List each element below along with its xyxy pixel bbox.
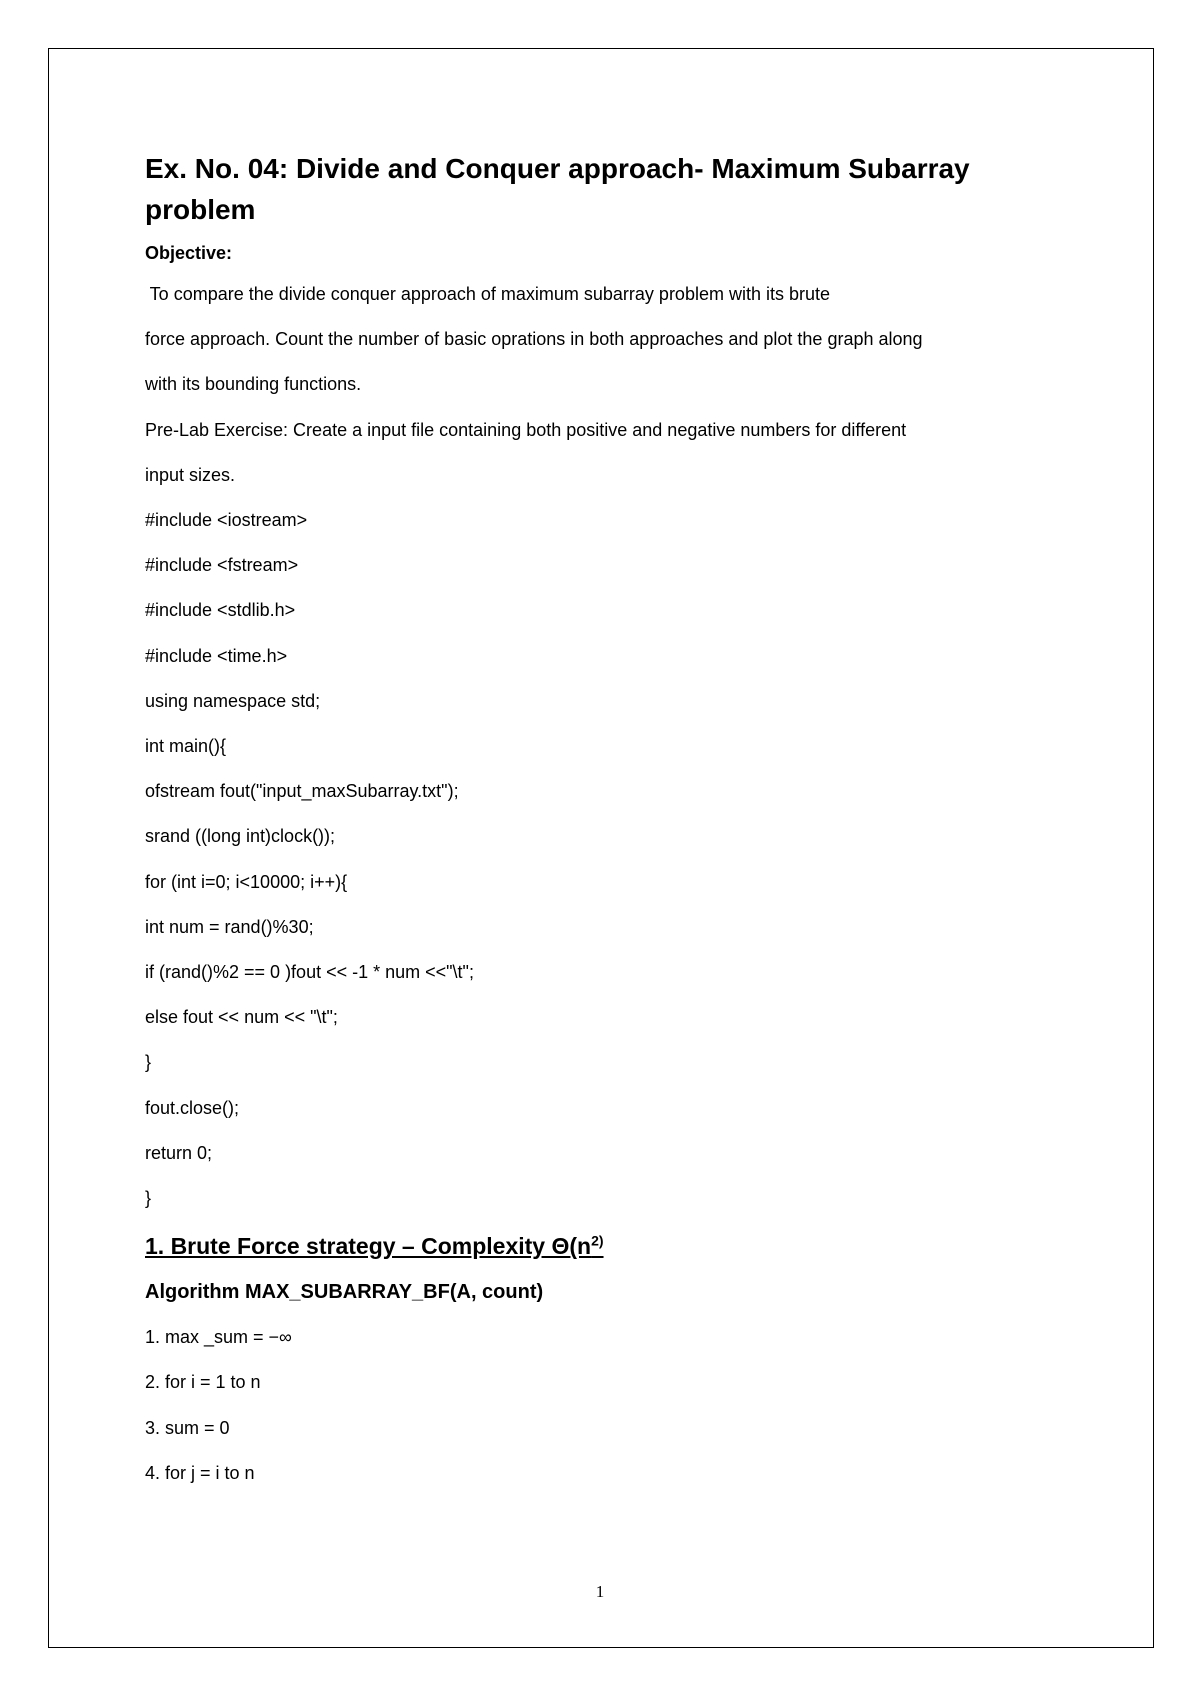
code-line: fout.close(); [145, 1097, 240, 1118]
title-line-2: problem [145, 194, 256, 225]
section-heading-superscript: 2) [591, 1232, 604, 1249]
code-line: if (rand()%2 == 0 )fout << -1 * num <<"\t"; [145, 962, 474, 983]
objective-line: To compare the divide conquer approach of maximum subarray problem with its brute [145, 284, 831, 304]
objective-line: with its bounding functions. [145, 374, 362, 395]
code-line: int num = rand()%30; [145, 916, 314, 937]
code-line: srand ((long int)clock()); [145, 826, 336, 847]
algorithm-steps [145, 1315, 1065, 1496]
code-line: #include <fstream> [145, 555, 299, 576]
title-line-1: Ex. No. 04: Divide and Conquer approach- Maximum Subarray [145, 153, 970, 184]
code-line: } [145, 1052, 152, 1073]
section-heading-brute-force [145, 1229, 1065, 1263]
objective-body [145, 272, 1065, 498]
algorithm-step: 2. for i = 1 to n [145, 1372, 261, 1393]
objective-label: Objective: [145, 243, 233, 263]
code-block [145, 498, 1065, 1221]
algorithm-step: 4. for j = i to n [145, 1462, 255, 1483]
code-line: #include <iostream> [145, 510, 308, 531]
algorithm-title: Algorithm MAX_SUBARRAY_BF(A, count) [145, 1281, 544, 1304]
algorithm-step: 3. sum = 0 [145, 1417, 230, 1438]
code-line: int main(){ [145, 736, 227, 757]
code-line: #include <time.h> [145, 645, 288, 666]
section-heading-text: 1. Brute Force strategy – Complexity Θ(n [145, 1233, 592, 1260]
prelab-line: input sizes. [145, 464, 236, 485]
code-line: #include <stdlib.h> [145, 600, 296, 621]
algorithm-step: 1. max _sum = −∞ [145, 1327, 292, 1348]
document-content [145, 148, 1065, 1496]
code-line: for (int i=0; i<10000; i++){ [145, 871, 348, 892]
code-line: } [145, 1188, 152, 1209]
code-line: ofstream fout("input_maxSubarray.txt"); [145, 781, 459, 802]
code-line: return 0; [145, 1142, 213, 1163]
page-number: 1 [595, 1582, 605, 1601]
objective-line: force approach. Count the number of basic oprations in both approaches and plot the graph along [145, 329, 923, 350]
document-title [145, 148, 1065, 230]
prelab-line: Pre-Lab Exercise: Create a input file containing both positive and negative numbers for different [145, 419, 907, 440]
code-line: using namespace std; [145, 690, 321, 711]
code-line: else fout << num << "\t"; [145, 1007, 338, 1028]
